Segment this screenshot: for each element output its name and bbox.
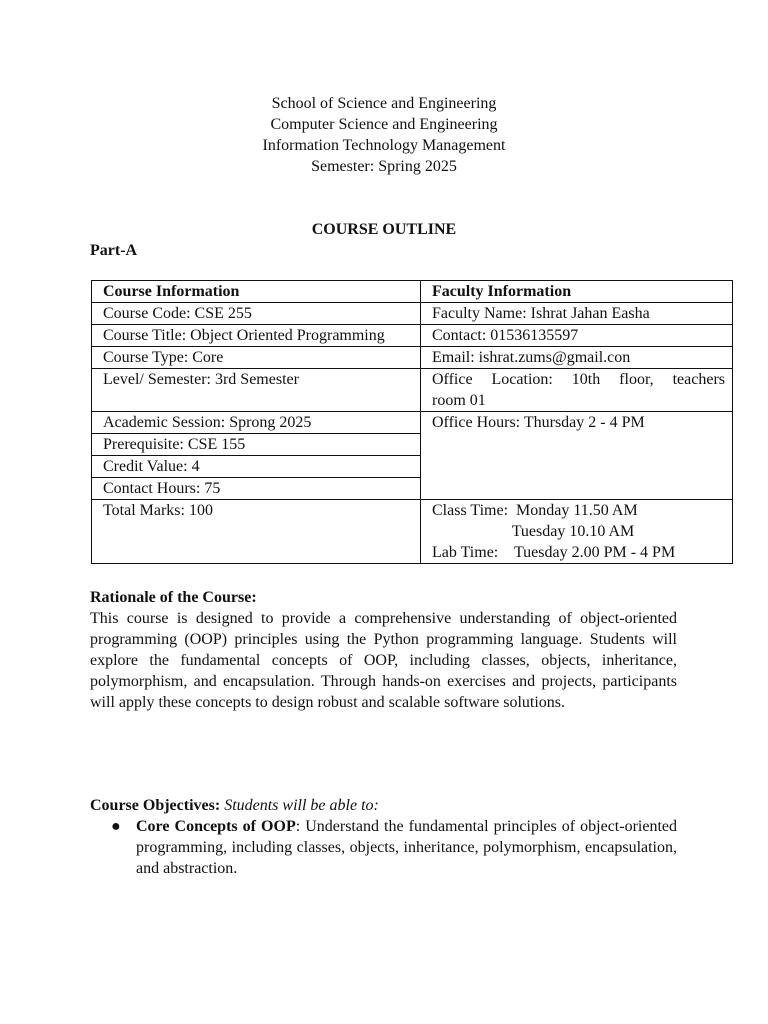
- contact-cell: Contact: 01536135597: [421, 325, 733, 347]
- table-row: [92, 500, 733, 564]
- credit-value-cell: Credit Value: 4: [92, 456, 421, 478]
- prerequisite-cell: Prerequisite: CSE 155: [92, 434, 421, 456]
- total-marks-cell: Total Marks: 100: [92, 500, 421, 564]
- class-time-line1: Class Time: Monday 11.50 AM: [432, 502, 638, 519]
- schedule-cell: [421, 500, 733, 564]
- faculty-info-header: Faculty Information: [421, 281, 733, 303]
- table-row: [92, 369, 733, 412]
- program-name: Information Technology Management: [262, 137, 506, 154]
- table-row: [92, 281, 733, 303]
- objectives-list: [111, 816, 677, 879]
- office-location-line2: room 01: [432, 392, 486, 409]
- department-name: Computer Science and Engineering: [270, 116, 498, 133]
- table-row: [92, 412, 733, 434]
- objectives-subtitle: Students will be able to:: [224, 797, 379, 814]
- office-location-cell: [421, 369, 733, 412]
- rationale-heading: Rationale of the Course:: [90, 589, 257, 606]
- list-item: [111, 816, 677, 879]
- objective-text: : Understand the fundamental principles of object-oriented programming, including classes, objects, inheritance, polymorphism, encapsulation, and abstraction.: [136, 818, 677, 877]
- course-info-table: [91, 280, 733, 564]
- class-time-line2: Tuesday 10.10 AM: [432, 523, 635, 540]
- table-row: [92, 303, 733, 325]
- level-semester-cell: Level/ Semester: 3rd Semester: [92, 369, 421, 412]
- course-code-cell: Course Code: CSE 255: [92, 303, 421, 325]
- rationale-paragraph: This course is designed to provide a comprehensive understanding of object-oriented programming (OOP) principles using the Python programming language. Students will explore the fundamental concepts of OOP, including classes, objects, inheritance, polymorphism, and encapsulation. Through hands-on exercises and projects, participants will apply these concepts to design robust and scalable software solutions.: [90, 610, 677, 711]
- objectives-heading: [90, 795, 379, 816]
- course-outline-title: COURSE OUTLINE: [311, 221, 457, 238]
- course-type-cell: Course Type: Core: [92, 347, 421, 369]
- contact-hours-cell: Contact Hours: 75: [92, 478, 421, 500]
- bullet-icon: ●: [111, 818, 121, 835]
- document-header: [0, 93, 768, 177]
- office-hours-cell: Office Hours: Thursday 2 - 4 PM: [421, 412, 733, 500]
- objective-title: Core Concepts of OOP: [136, 818, 296, 835]
- course-info-header: Course Information: [92, 281, 421, 303]
- part-a-label: Part-A: [90, 242, 138, 259]
- office-location-line1: Office Location: 10th floor, teachers: [432, 371, 725, 388]
- course-title-cell: Course Title: Object Oriented Programming: [92, 325, 421, 347]
- table-row: [92, 325, 733, 347]
- school-name: School of Science and Engineering: [271, 95, 497, 112]
- email-cell: Email: ishrat.zums@gmail.con: [421, 347, 733, 369]
- table-row: [92, 347, 733, 369]
- semester-label: Semester: Spring 2025: [311, 158, 457, 175]
- faculty-name-cell: Faculty Name: Ishrat Jahan Easha: [421, 303, 733, 325]
- lab-time-line: Lab Time: Tuesday 2.00 PM - 4 PM: [432, 544, 676, 561]
- academic-session-cell: Academic Session: Sprong 2025: [92, 412, 421, 434]
- objectives-title: Course Objectives:: [90, 797, 221, 814]
